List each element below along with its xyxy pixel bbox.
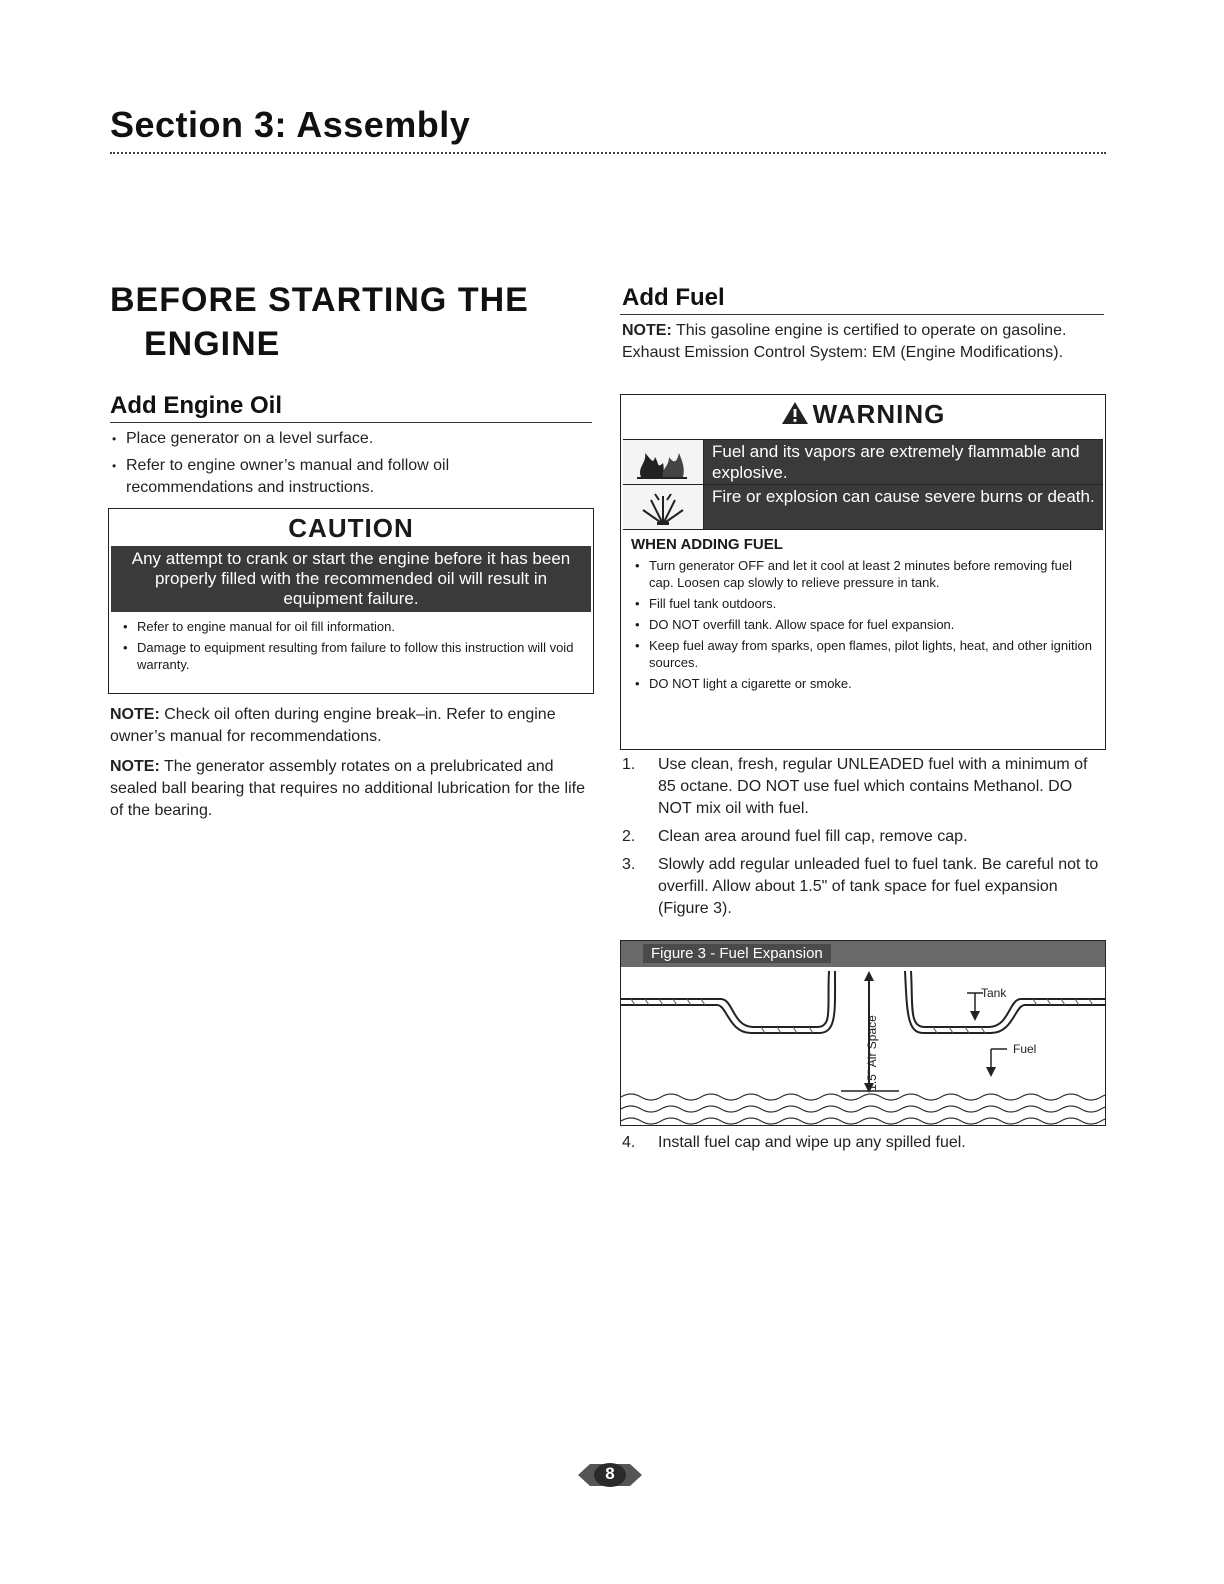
caution-box bbox=[108, 508, 594, 694]
step-number: 2. bbox=[622, 828, 636, 845]
step-number: 3. bbox=[622, 856, 636, 873]
warning-box bbox=[620, 394, 1106, 750]
note-text: Check oil often during engine break–in. Refer to engine owner’s manual for recommendations. bbox=[110, 706, 556, 745]
caution-bullet-list bbox=[109, 612, 593, 673]
page-heading bbox=[110, 278, 580, 366]
section-divider bbox=[110, 152, 1106, 154]
list-item: • Refer to engine owner’s manual and follow oil recommendations and instructions. bbox=[110, 455, 580, 499]
fuel-label: Fuel bbox=[1013, 1042, 1037, 1056]
warning-title-text: WARNING bbox=[812, 399, 946, 429]
figure-fuel-expansion bbox=[620, 940, 1106, 1126]
add-fuel-rule bbox=[620, 314, 1104, 315]
note-bearing bbox=[110, 756, 586, 822]
caution-message: Any attempt to crank or start the engine before it has been properly filled with the recommended oil will result in equipment failure. bbox=[111, 546, 591, 612]
step-text: Install fuel cap and wipe up any spilled fuel. bbox=[658, 1134, 966, 1151]
note-label: NOTE: bbox=[622, 322, 672, 339]
page-heading-line2: ENGINE bbox=[144, 325, 281, 363]
tank-label: Tank bbox=[981, 986, 1007, 1000]
list-item: • Refer to engine manual for oil fill information. bbox=[121, 618, 583, 635]
note-gasoline bbox=[622, 320, 1098, 364]
list-item: • Turn generator OFF and let it cool at least 2 minutes before removing fuel cap. Loosen cap slowly to relieve pressure in tank. bbox=[633, 557, 1095, 591]
add-engine-oil-heading: Add Engine Oil bbox=[110, 392, 282, 419]
page-number-badge bbox=[578, 1460, 642, 1490]
note-label: NOTE: bbox=[110, 706, 160, 723]
explosion-icon bbox=[623, 485, 704, 529]
add-engine-oil-rule bbox=[110, 422, 592, 423]
step-text: Clean area around fuel fill cap, remove cap. bbox=[658, 828, 968, 845]
step-text: Slowly add regular unleaded fuel to fuel tank. Be careful not to overfill. Allow about 1.5" of tank space for fuel expansion (Figure 3). bbox=[658, 856, 1099, 917]
list-item: • DO NOT light a cigarette or smoke. bbox=[633, 675, 1095, 692]
list-item: • Fill fuel tank outdoors. bbox=[633, 595, 1095, 612]
step-number: 4. bbox=[622, 1134, 636, 1151]
caution-title: CAUTION bbox=[288, 513, 414, 543]
list-item bbox=[622, 826, 1102, 848]
hazard-row-flammable bbox=[623, 439, 1103, 484]
hazard-text-flammable: Fuel and its vapors are extremely flammable and explosive. bbox=[704, 440, 1103, 484]
list-item: • DO NOT overfill tank. Allow space for fuel expansion. bbox=[633, 616, 1095, 633]
note-oil-breakin bbox=[110, 704, 586, 748]
fuel-steps-list bbox=[622, 754, 1102, 926]
list-item: • Damage to equipment resulting from failure to follow this instruction will void warranty. bbox=[121, 639, 583, 673]
figure-caption: Figure 3 - Fuel Expansion bbox=[643, 944, 831, 963]
warning-triangle-icon bbox=[781, 401, 809, 432]
list-item: • Keep fuel away from sparks, open flames, pilot lights, heat, and other ignition sources. bbox=[633, 637, 1095, 671]
step-text: Use clean, fresh, regular UNLEADED fuel with a minimum of 85 octane. DO NOT use fuel which contains Methanol. DO NOT mix oil with fuel. bbox=[658, 756, 1088, 817]
list-item bbox=[622, 854, 1102, 920]
note-text: This gasoline engine is certified to operate on gasoline. Exhaust Emission Control System: EM (Engine Modifications). bbox=[622, 322, 1067, 361]
page-number: 8 bbox=[605, 1464, 615, 1483]
warning-title bbox=[621, 399, 1105, 439]
note-label: NOTE: bbox=[110, 758, 160, 775]
list-item: • Place generator on a level surface. bbox=[110, 428, 580, 450]
section-title: Section 3: Assembly bbox=[110, 104, 471, 145]
warning-bullet-list bbox=[621, 557, 1105, 692]
hazard-text-explosion: Fire or explosion can cause severe burns or death. bbox=[704, 485, 1103, 529]
step-number: 1. bbox=[622, 756, 636, 773]
hazard-row-explosion bbox=[623, 484, 1103, 529]
page-heading-line1: BEFORE STARTING THE bbox=[110, 281, 529, 319]
fuel-tank-diagram bbox=[621, 941, 1105, 1125]
flame-icon bbox=[623, 440, 704, 484]
oil-bullet-list bbox=[110, 428, 580, 504]
note-text: The generator assembly rotates on a prelubricated and sealed ball bearing that requires no additional lubrication for the life of the bearing. bbox=[110, 758, 585, 819]
list-item bbox=[622, 754, 1102, 820]
fuel-step-4 bbox=[622, 1132, 1102, 1154]
add-fuel-heading: Add Fuel bbox=[622, 284, 725, 311]
air-space-label: 1.5" Air Space bbox=[865, 1015, 879, 1091]
when-adding-fuel-heading: WHEN ADDING FUEL bbox=[623, 529, 1103, 557]
